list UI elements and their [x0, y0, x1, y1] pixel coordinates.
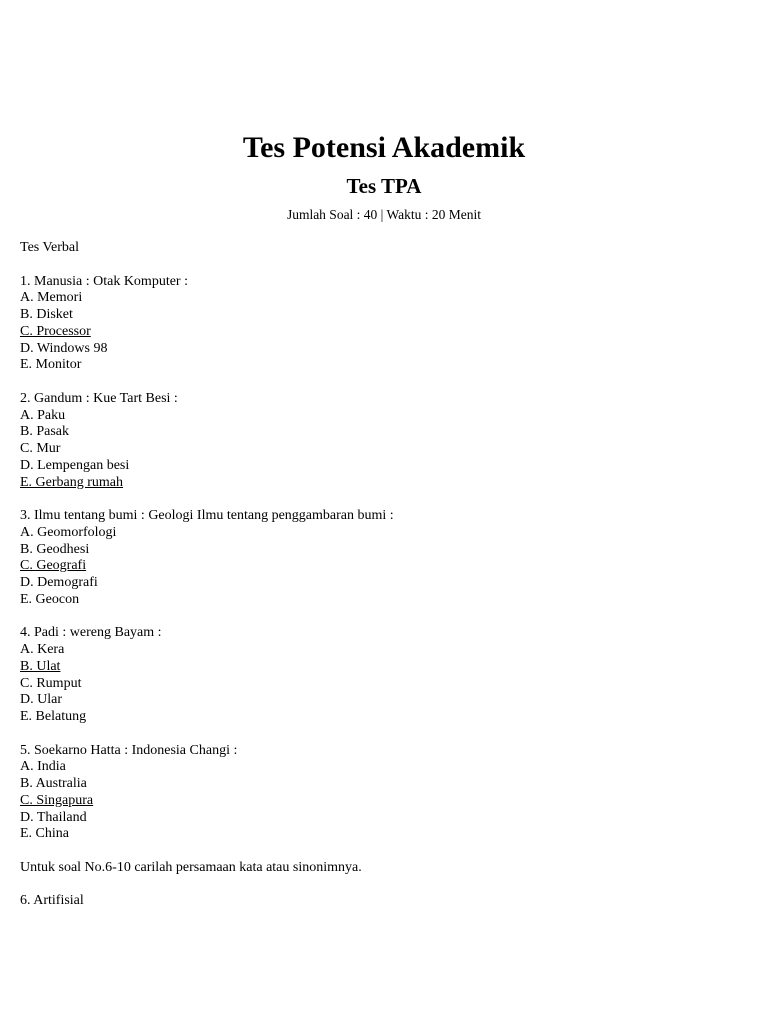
answer-option: C. Singapura: [20, 792, 94, 808]
question-text: 1. Manusia : Otak Komputer :: [20, 273, 188, 289]
option-line: [20, 341, 750, 358]
document-body: [20, 240, 750, 910]
option-label: D. Thailand: [20, 809, 87, 825]
spacer: [20, 843, 750, 860]
answer-option-line: [20, 558, 750, 575]
option-line: [20, 642, 750, 659]
option-label: A. Kera: [20, 642, 65, 657]
answer-option: C. Processor: [20, 323, 91, 339]
question-block: [20, 274, 750, 391]
option-label: A. India: [20, 759, 66, 775]
option-label: D. Demografi: [20, 575, 98, 590]
option-line: [20, 307, 750, 324]
question-block: [20, 391, 750, 508]
option-label: A. Geomorfologi: [20, 524, 117, 540]
answer-option: C. Geografi: [20, 558, 87, 574]
option-line: [20, 357, 750, 374]
option-label: E. Monitor: [20, 357, 82, 373]
answer-option: B. Ulat: [20, 658, 61, 674]
option-line: [20, 592, 750, 609]
spacer: [20, 726, 750, 743]
question-list: [20, 274, 750, 860]
spacer: [20, 609, 750, 626]
option-line: [20, 709, 750, 726]
question-text: 4. Padi : wereng Bayam :: [20, 625, 162, 641]
option-label: C. Rumput: [20, 675, 82, 691]
question-block: [20, 508, 750, 625]
option-line: [20, 542, 750, 559]
option-label: B. Disket: [20, 307, 73, 322]
option-label: E. Belatung: [20, 709, 87, 724]
option-line: [20, 441, 750, 458]
option-label: A. Paku: [20, 407, 66, 423]
option-label: B. Pasak: [20, 424, 69, 440]
question-6-text: 6. Artifisial: [20, 893, 84, 909]
option-label: C. Mur: [20, 441, 61, 456]
spacer: [20, 257, 750, 274]
option-line: [20, 826, 750, 843]
spacer: [20, 374, 750, 391]
answer-option-line: [20, 324, 750, 341]
question-text: 2. Gandum : Kue Tart Besi :: [20, 390, 178, 406]
option-line: [20, 759, 750, 776]
test-meta: Jumlah Soal : 40 | Waktu : 20 Menit: [286, 207, 482, 222]
option-label: E. China: [20, 826, 69, 842]
option-line: [20, 810, 750, 827]
option-label: B. Australia: [20, 776, 87, 791]
option-label: D. Lempengan besi: [20, 457, 130, 473]
option-line: [20, 692, 750, 709]
spacer: [20, 491, 750, 508]
option-label: D. Ular: [20, 692, 62, 708]
option-line: [20, 525, 750, 542]
answer-option: E. Gerbang rumah: [20, 474, 124, 490]
option-line: [20, 676, 750, 693]
option-label: B. Geodhesi: [20, 541, 90, 557]
option-label: E. Geocon: [20, 591, 80, 607]
option-line: [20, 424, 750, 441]
option-line: [20, 290, 750, 307]
option-line: [20, 776, 750, 793]
answer-option-line: [20, 659, 750, 676]
answer-option-line: [20, 475, 750, 492]
question-text: 5. Soekarno Hatta : Indonesia Changi :: [20, 742, 238, 758]
page-subtitle: Tes TPA: [346, 174, 422, 198]
instruction-text: Untuk soal No.6-10 carilah persamaan kata atau sinonimnya.: [20, 859, 362, 875]
option-label: D. Windows 98: [20, 340, 108, 356]
spacer: [20, 877, 750, 894]
question-block: [20, 625, 750, 742]
option-label: A. Memori: [20, 290, 83, 306]
question-block: [20, 743, 750, 860]
question-text: 3. Ilmu tentang bumi : Geologi Ilmu tentang penggambaran bumi :: [20, 508, 394, 523]
option-line: [20, 575, 750, 592]
answer-option-line: [20, 793, 750, 810]
page-title: Tes Potensi Akademik: [242, 131, 526, 164]
option-line: [20, 408, 750, 425]
section-title: Tes Verbal: [20, 240, 80, 255]
option-line: [20, 458, 750, 475]
